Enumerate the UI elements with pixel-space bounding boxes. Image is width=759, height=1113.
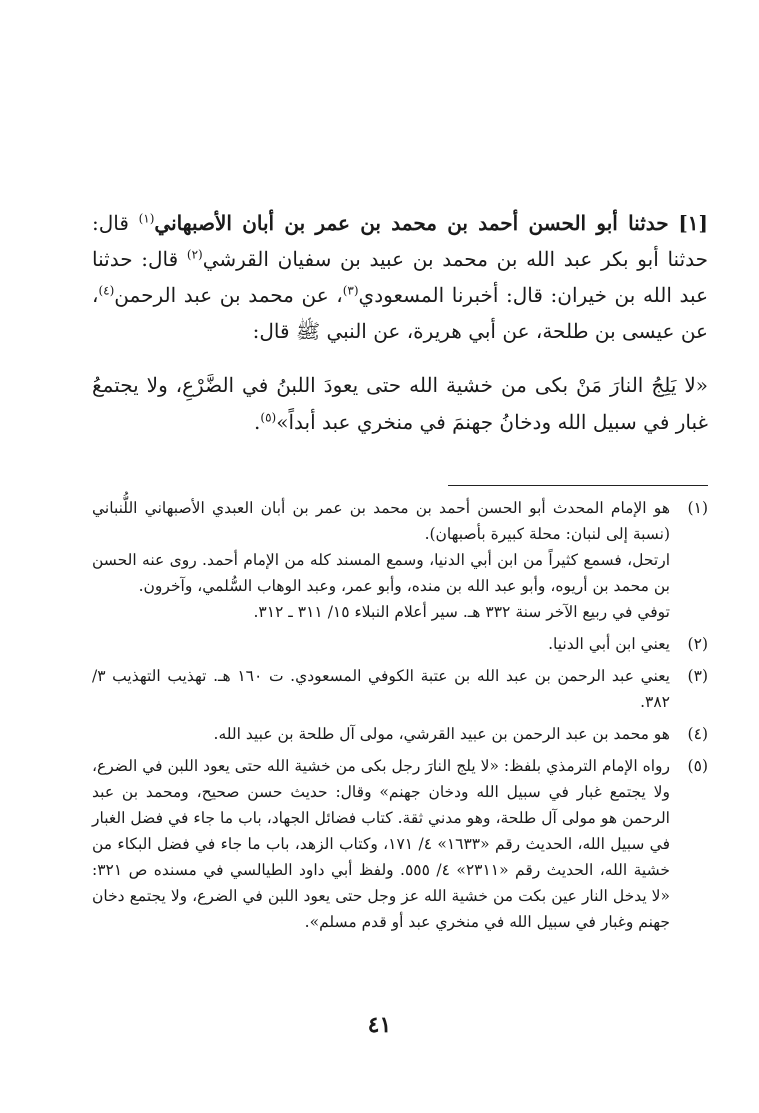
isnad-segment: ، عن محمد بن عبد الرحمن [114, 283, 343, 307]
footnote-ref: (٤) [98, 283, 115, 298]
footnote [92, 663, 708, 715]
isnad-segment: ، عن عيسى بن طلحة، عن أبي هريرة، عن النبي ﷺ قال: [92, 283, 708, 343]
matn-text: «لا يَلِجُ النارَ مَنْ بكى من خشية الله حتى يعودَ اللبنُ في الضَّرْعِ، ولا يجتمعُ غبار في سبيل الله ودخانُ جهنمَ في منخري عبد أبداً» [92, 373, 708, 434]
footnote-ref: (٢) [186, 247, 203, 262]
hadith-block [92, 205, 708, 441]
footnote-text: هو الإمام المحدث أبو الحسن أحمد بن محمد بن عمر بن أبان العبدي الأصبهاني اللُّنباني (نسبة إلى لنبان: محلة كبيرة بأصبهان). [92, 499, 670, 543]
footnote-number: (٤) [687, 725, 708, 743]
footnote-body [92, 753, 670, 935]
footnote-text: يعني عبد الرحمن بن عبد الله بن عتبة الكوفي المسعودي. ت ١٦٠ هـ. تهذيب التهذيب ٣/ ٣٨٢. [92, 667, 670, 711]
footnote-number: (٥) [687, 757, 708, 775]
footnote-body [92, 721, 670, 747]
footnote-body [92, 495, 670, 625]
isnad-paragraph [92, 205, 708, 349]
footnote-number: (٣) [687, 667, 708, 685]
footnote-body [92, 631, 670, 657]
footnote-ref: (٥) [260, 410, 277, 425]
footnote [92, 721, 708, 747]
footnote-ref: (١) [138, 211, 155, 226]
isnad-lead: حدثنا أبو الحسن أحمد بن محمد بن عمر بن أبان الأصبهاني [154, 211, 669, 235]
page-number: ٤١ [367, 1012, 392, 1038]
footnote-number: (١) [687, 499, 708, 517]
footnote-text: توفي في ربيع الآخر سنة ٣٣٢ هـ. سير أعلام النبلاء ١٥/ ٣١١ ـ ٣١٢. [253, 603, 670, 621]
matn-paragraph [92, 367, 708, 441]
hadith-number: [١] [678, 211, 708, 235]
footnote-separator [448, 485, 708, 486]
footnote [92, 631, 708, 657]
footnote-text: ارتحل، فسمع كثيراً من ابن أبي الدنيا، وسمع المسند كله من الإمام أحمد. روى عنه الحسن بن محمد بن أريوه، وأبو عبد الله بن منده، وأبو عمر، وعبد الوهاب السُّلمي، وآخرون. [92, 551, 670, 595]
isnad-segment: قال: حدثنا أبو بكر عبد الله بن محمد بن عبيد بن سفيان القرشي [92, 211, 709, 271]
footnote [92, 495, 708, 625]
isnad-segment: قال: حدثنا عبد الله بن خيران: قال: أخبرنا المسعودي [92, 247, 709, 307]
footnote-number: (٢) [687, 635, 708, 653]
footnote-text: هو محمد بن عبد الرحمن بن عبيد القرشي، مولى آل طلحة بن عبيد الله. [213, 725, 670, 743]
footnote-ref: (٣) [342, 283, 359, 298]
footnote-text: يعني ابن أبي الدنيا. [548, 635, 670, 653]
matn-end: . [254, 410, 261, 434]
footnote [92, 753, 708, 935]
footnote-body [92, 663, 670, 715]
footnotes [92, 495, 708, 941]
footnote-text: رواه الإمام الترمذي بلفظ: «لا يلج النارَ رجل بكى من خشية الله حتى يعود اللبن في الضرع، ولا يجتمع غبار في سبيل الله ودخان جهنم» وقال: حديث حسن صحيح، ومحمد بن عبد الرحمن هو مولى آل طلحة، وهو مدني ثقة. كتاب فضائل الجهاد، باب ما جاء في فضل الغبار في سبيل الله، الحديث رقم «١٦٣٣» ٤/ ١٧١، وكتاب الزهد، باب ما جاء في فضل البكاء من خشية الله، الحديث رقم «٢٣١١» ٤/ ٥٥٥. ولفظ أبي داود الطيالسي في مسنده ص ٣٢١: «لا يدخل النار عين بكت من خشية الله عز وجل حتى يعود اللبن في الضرع، ولا يجتمع دخان جهنم وغبار في سبيل الله في منخري عبد أو قدم مسلم». [92, 757, 671, 931]
